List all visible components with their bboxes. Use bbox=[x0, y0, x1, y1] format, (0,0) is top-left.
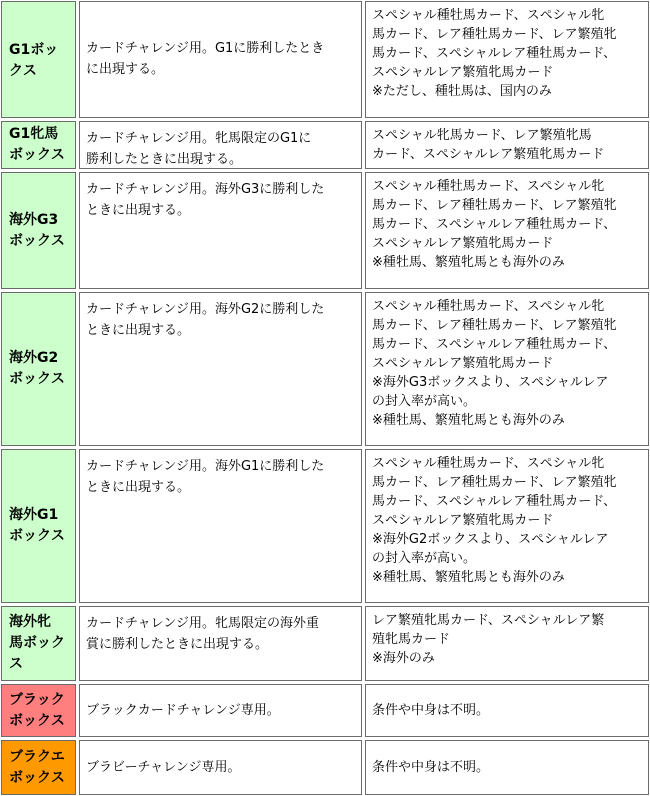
contents-text: レア繁殖牝馬カード、スペシャルレア繁 殖牝馬カード ※海外のみ bbox=[372, 613, 605, 666]
table-row bbox=[0, 449, 650, 603]
contents-text: スペシャル種牡馬カード、スペシャル牝 馬カード、レア種牡馬カード、レア繁殖牝 馬カード、スペシャルレア種牡馬カード、 スペシャルレア繁殖牝馬カード ※海外G3ボックスより、スペシャルレア の封入率が高い。 ※種牡馬、繁殖牝馬とも海外のみ bbox=[372, 299, 617, 428]
box-name: 海外G1 ボックス bbox=[9, 507, 65, 544]
appearance-text: カードチャレンジ用。G1に勝利したとき に出現する。 bbox=[86, 41, 325, 77]
table-row bbox=[0, 1, 650, 118]
appearance-text: カードチャレンジ用。海外G1に勝利した ときに出現する。 bbox=[86, 459, 325, 495]
box-name: 海外G2 ボックス bbox=[9, 350, 65, 387]
contents-text: 条件や中身は不明。 bbox=[372, 760, 490, 775]
contents-cell bbox=[365, 740, 649, 795]
box-name: G1ボッ クス bbox=[9, 42, 59, 79]
appearance-text: ブラビーチャレンジ専用。 bbox=[86, 760, 241, 775]
table-row bbox=[0, 172, 650, 289]
appearance-cell bbox=[79, 121, 362, 169]
contents-cell bbox=[365, 449, 649, 603]
box-name: 海外牝 馬ボック ス bbox=[9, 614, 65, 672]
table-row bbox=[0, 740, 650, 795]
box-name: 海外G3 ボックス bbox=[9, 211, 65, 249]
table-row bbox=[0, 292, 650, 446]
contents-text: スペシャル種牡馬カード、スペシャル牝 馬カード、レア種牡馬カード、レア繁殖牝 馬カード、スペシャルレア種牡馬カード、 スペシャルレア繁殖牝馬カード ※海外G2ボックスより、スペシャルレア の封入率が高い。 ※種牡馬、繁殖牝馬とも海外のみ bbox=[372, 456, 617, 585]
appearance-cell bbox=[79, 449, 362, 603]
contents-text: スペシャル牝馬カード、レア繁殖牝馬 カード、スペシャルレア繁殖牝馬カード bbox=[372, 128, 605, 162]
appearance-text: カードチャレンジ用。海外G3に勝利した ときに出現する。 bbox=[86, 182, 325, 218]
box-name: G1牝馬 ボックス bbox=[9, 126, 65, 163]
box-name-cell bbox=[1, 1, 76, 118]
appearance-cell bbox=[79, 606, 362, 681]
appearance-cell bbox=[79, 1, 362, 118]
contents-cell bbox=[365, 292, 649, 446]
table-row bbox=[0, 121, 650, 169]
box-name-cell bbox=[1, 740, 76, 795]
box-name-cell bbox=[1, 449, 76, 603]
contents-cell bbox=[365, 684, 649, 737]
box-name-cell bbox=[1, 292, 76, 446]
appearance-cell bbox=[79, 172, 362, 289]
table-row bbox=[0, 684, 650, 737]
appearance-cell bbox=[79, 740, 362, 795]
appearance-text: カードチャレンジ用。牝馬限定の海外重 賞に勝利したときに出現する。 bbox=[86, 616, 319, 652]
contents-text: 条件や中身は不明。 bbox=[372, 703, 490, 718]
box-name: ブラクエ ボックス bbox=[9, 748, 65, 786]
box-name-cell bbox=[1, 606, 76, 681]
contents-cell bbox=[365, 1, 649, 118]
box-name-cell bbox=[1, 684, 76, 737]
appearance-cell bbox=[79, 684, 362, 737]
contents-cell bbox=[365, 606, 649, 681]
appearance-text: ブラックカードチャレンジ専用。 bbox=[86, 703, 280, 718]
contents-text: スペシャル種牡馬カード、スペシャル牝 馬カード、レア種牡馬カード、レア繁殖牝 馬カード、スペシャルレア種牡馬カード、 スペシャルレア繁殖牝馬カード ※種牡馬、繁殖牝馬とも海外のみ bbox=[372, 179, 617, 270]
box-name-cell bbox=[1, 121, 76, 169]
appearance-text: カードチャレンジ用。海外G2に勝利した ときに出現する。 bbox=[86, 302, 325, 338]
appearance-text: カードチャレンジ用。牝馬限定のG1に 勝利したときに出現する。 bbox=[86, 131, 312, 167]
box-name: ブラック ボックス bbox=[9, 691, 65, 729]
appearance-cell bbox=[79, 292, 362, 446]
contents-text: スペシャル種牡馬カード、スペシャル牝 馬カード、レア種牡馬カード、レア繁殖牝 馬カード、スペシャルレア種牡馬カード、 スペシャルレア繁殖牝馬カード ※ただし、種牡馬は、国内のみ bbox=[372, 8, 617, 99]
contents-cell bbox=[365, 172, 649, 289]
contents-cell bbox=[365, 121, 649, 169]
box-name-cell bbox=[1, 172, 76, 289]
table-row bbox=[0, 606, 650, 681]
